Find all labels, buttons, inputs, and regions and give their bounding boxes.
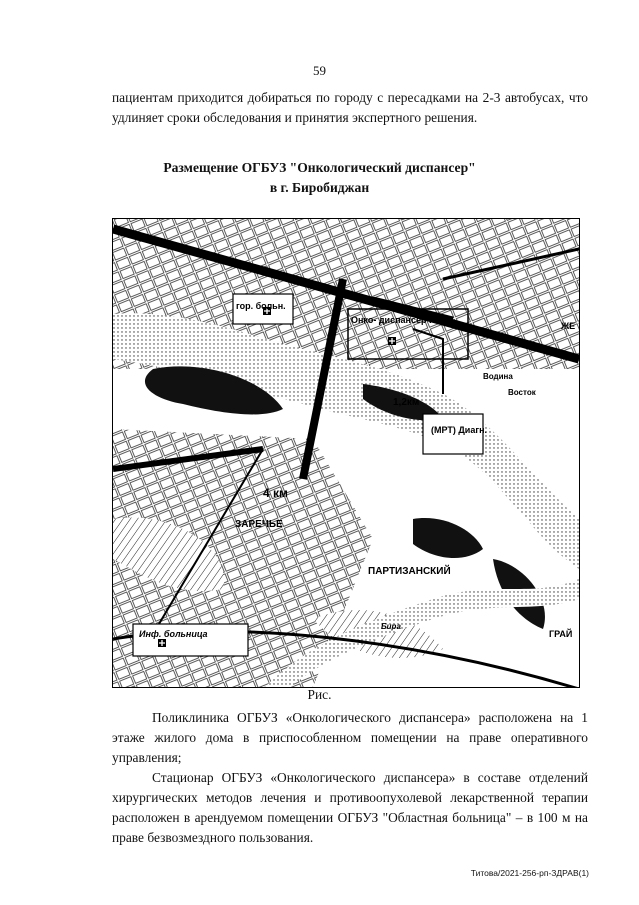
map-label-zarechye: ЗАРЕЧЬЕ <box>235 519 283 530</box>
map-label-distance-4km: 4 км <box>263 486 288 500</box>
onco-cross-icon <box>388 337 396 345</box>
document-footer: Титова/2021-256-рп-ЗДРАВ(1) <box>470 868 589 878</box>
page-number: 59 <box>313 63 326 78</box>
map-label-mrt: (МРТ) Диагн. <box>431 425 488 435</box>
lake-3 <box>413 518 483 558</box>
paragraph-hospital: Стационар ОГБУЗ «Онкологического диспансера» в составе отделений хирургических методов лечения и противоопухолевой лекарственной терапии расположен в арендуемом помещении ОГБУЗ "Областная больница" – в 100 м на праве безвозмездного пользования. <box>112 770 588 845</box>
section-heading-line1: Размещение ОГБУЗ "Онкологический диспансер" <box>163 160 476 175</box>
map-label-bira: Бира <box>381 622 401 631</box>
map-label-inf-hospital: Инф. больница <box>139 629 208 639</box>
map-label-city-hospital: гор. больн. <box>236 301 286 311</box>
map-label-vostok: Восток <box>508 388 536 397</box>
map-label-distance-1-2km: 1,2км <box>393 397 420 408</box>
map-label-onco: Онко- диспансер из. <box>351 315 442 325</box>
city-map <box>112 218 580 688</box>
map-label-partizanskiy: ПАРТИЗАНСКИЙ <box>368 566 451 577</box>
figure-caption: Рис. <box>307 687 332 702</box>
section-heading-line2: в г. Биробиджан <box>269 180 370 195</box>
inf-hospital-cross-icon <box>158 639 166 647</box>
paragraph-polyclinic: Поликлиника ОГБУЗ «Онкологического диспансера» расположена на 1 этаже жилого дома в приспособленном помещении на праве оперативного управления; <box>112 710 588 765</box>
intro-paragraph: пациентам приходится добираться по городу с пересадками на 2-3 автобусах, что удлиняет сроки обследования и принятия экспертного решения. <box>112 90 588 125</box>
map-label-grai: ГРАЙ <box>549 629 573 639</box>
map-label-zhe: ЖЕ <box>561 321 576 331</box>
map-label-vodina: Водина <box>483 372 513 381</box>
